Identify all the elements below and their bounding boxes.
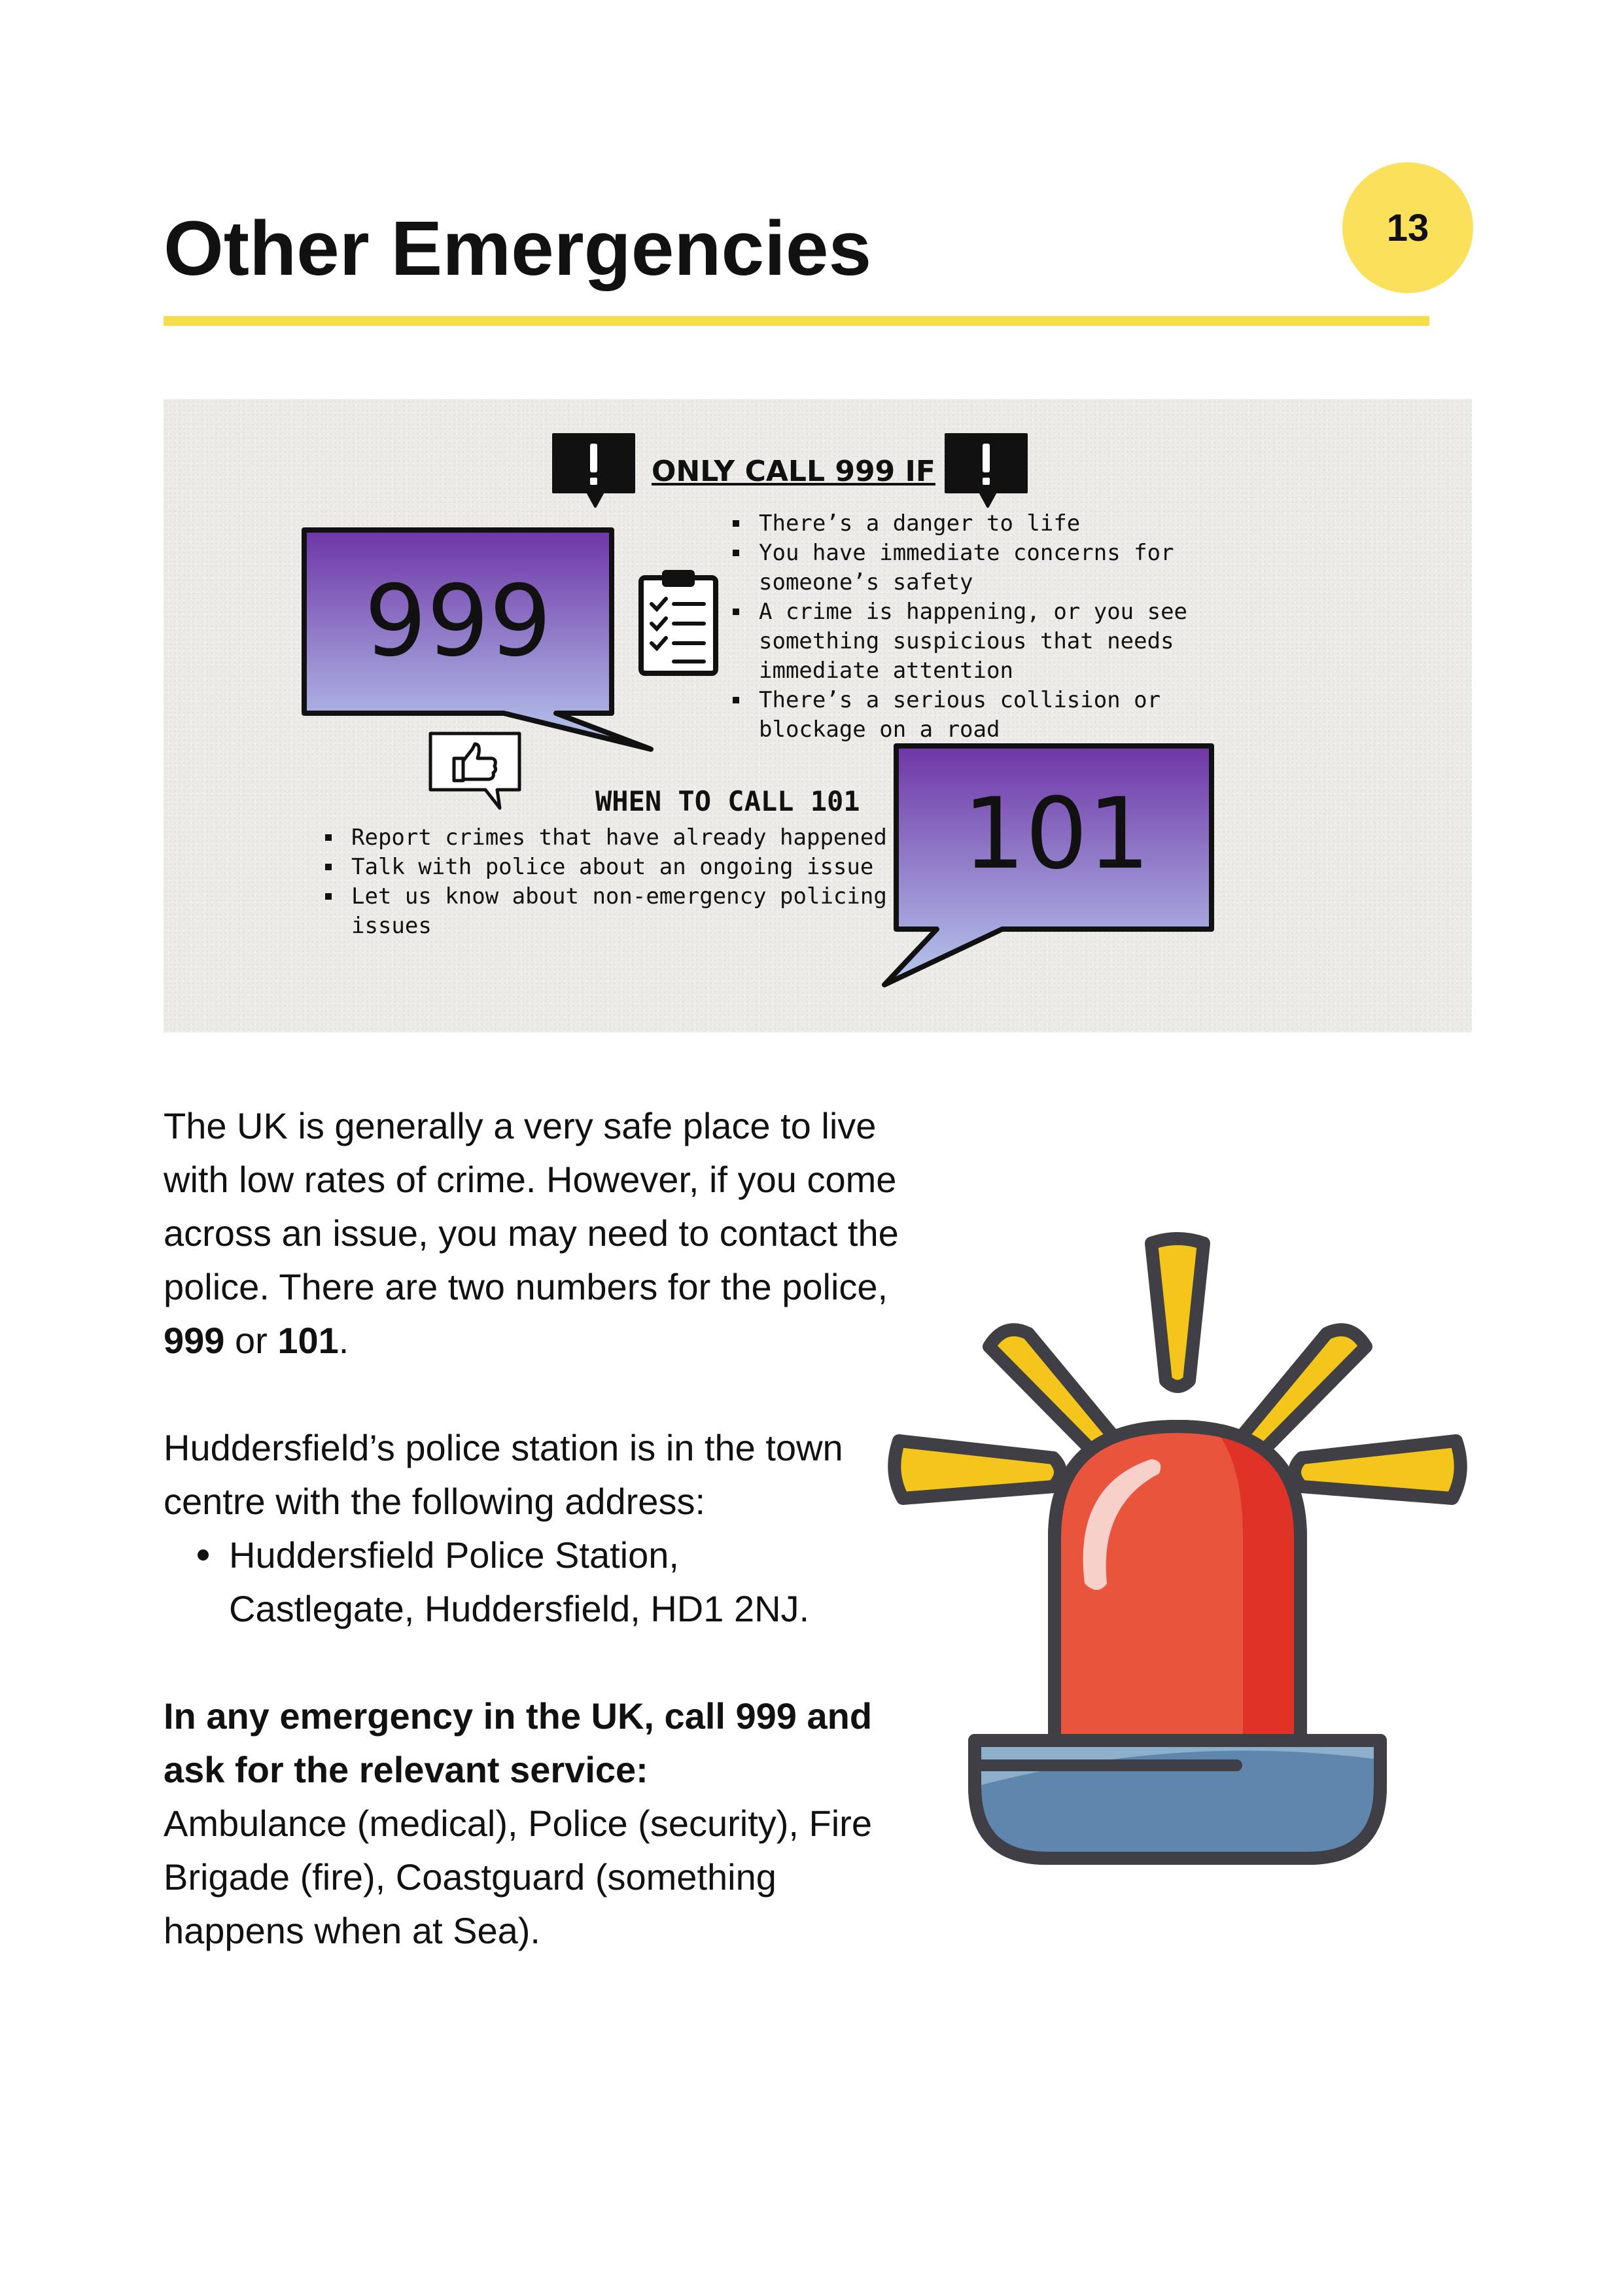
intro-paragraph: The UK is generally a very safe place to live with low rates of crime. However, if you come across an issue, you may need to contact the police. There are two numbers for the police, 999 or 101. xyxy=(164,1105,899,1361)
address-list xyxy=(164,1528,903,1636)
list-item: There’s a serious collision or xyxy=(726,686,1187,715)
title-underline xyxy=(164,316,1429,326)
list-item-continuation: issues xyxy=(351,913,432,939)
siren-light-icon xyxy=(877,1230,1478,1878)
number-999-label: 999 xyxy=(364,565,552,679)
page-number-badge: 13 xyxy=(1342,162,1473,293)
body-text xyxy=(164,1099,903,1958)
exclamation-speech-icon xyxy=(550,432,638,510)
list-item-continuation: blockage on a road xyxy=(759,716,1000,743)
list-item: Report crimes that have already happened xyxy=(319,823,887,853)
call-999-list xyxy=(726,509,1187,745)
thumbs-up-speech-icon xyxy=(427,730,525,815)
list-item: A crime is happening, or you see xyxy=(726,597,1187,627)
list-item: You have immediate concerns for xyxy=(726,539,1187,568)
list-item-continuation: something suspicious that needs xyxy=(759,628,1174,654)
list-item: There’s a danger to life xyxy=(726,509,1187,539)
list-item: Let us know about non-emergency policing xyxy=(319,882,887,911)
police-numbers-infographic xyxy=(164,399,1472,1033)
page-title: Other Emergencies xyxy=(164,205,872,292)
station-paragraph: Huddersfield’s police station is in the town centre with the following address: xyxy=(164,1427,843,1522)
emergency-services: Ambulance (medical), Police (security), Fire Brigade (fire), Coastguard (something happens when at Sea). xyxy=(164,1803,872,1951)
address-item: Huddersfield Police Station, Castlegate, Huddersfield, HD1 2NJ. xyxy=(229,1528,903,1636)
exclamation-speech-icon xyxy=(942,432,1030,510)
list-item-continuation: someone’s safety xyxy=(759,569,973,595)
number-101-label: 101 xyxy=(962,777,1151,891)
call-101-list xyxy=(319,823,887,941)
clipboard-checklist-icon xyxy=(636,566,721,677)
emergency-heading: In any emergency in the UK, call 999 and ask for the relevant service: xyxy=(164,1695,873,1790)
list-item-continuation: immediate attention xyxy=(759,658,1013,684)
only-call-999-heading: ONLY CALL 999 IF xyxy=(652,455,935,488)
when-to-call-101-heading: WHEN TO CALL 101 xyxy=(595,785,860,817)
list-item: Talk with police about an ongoing issue xyxy=(319,853,887,882)
